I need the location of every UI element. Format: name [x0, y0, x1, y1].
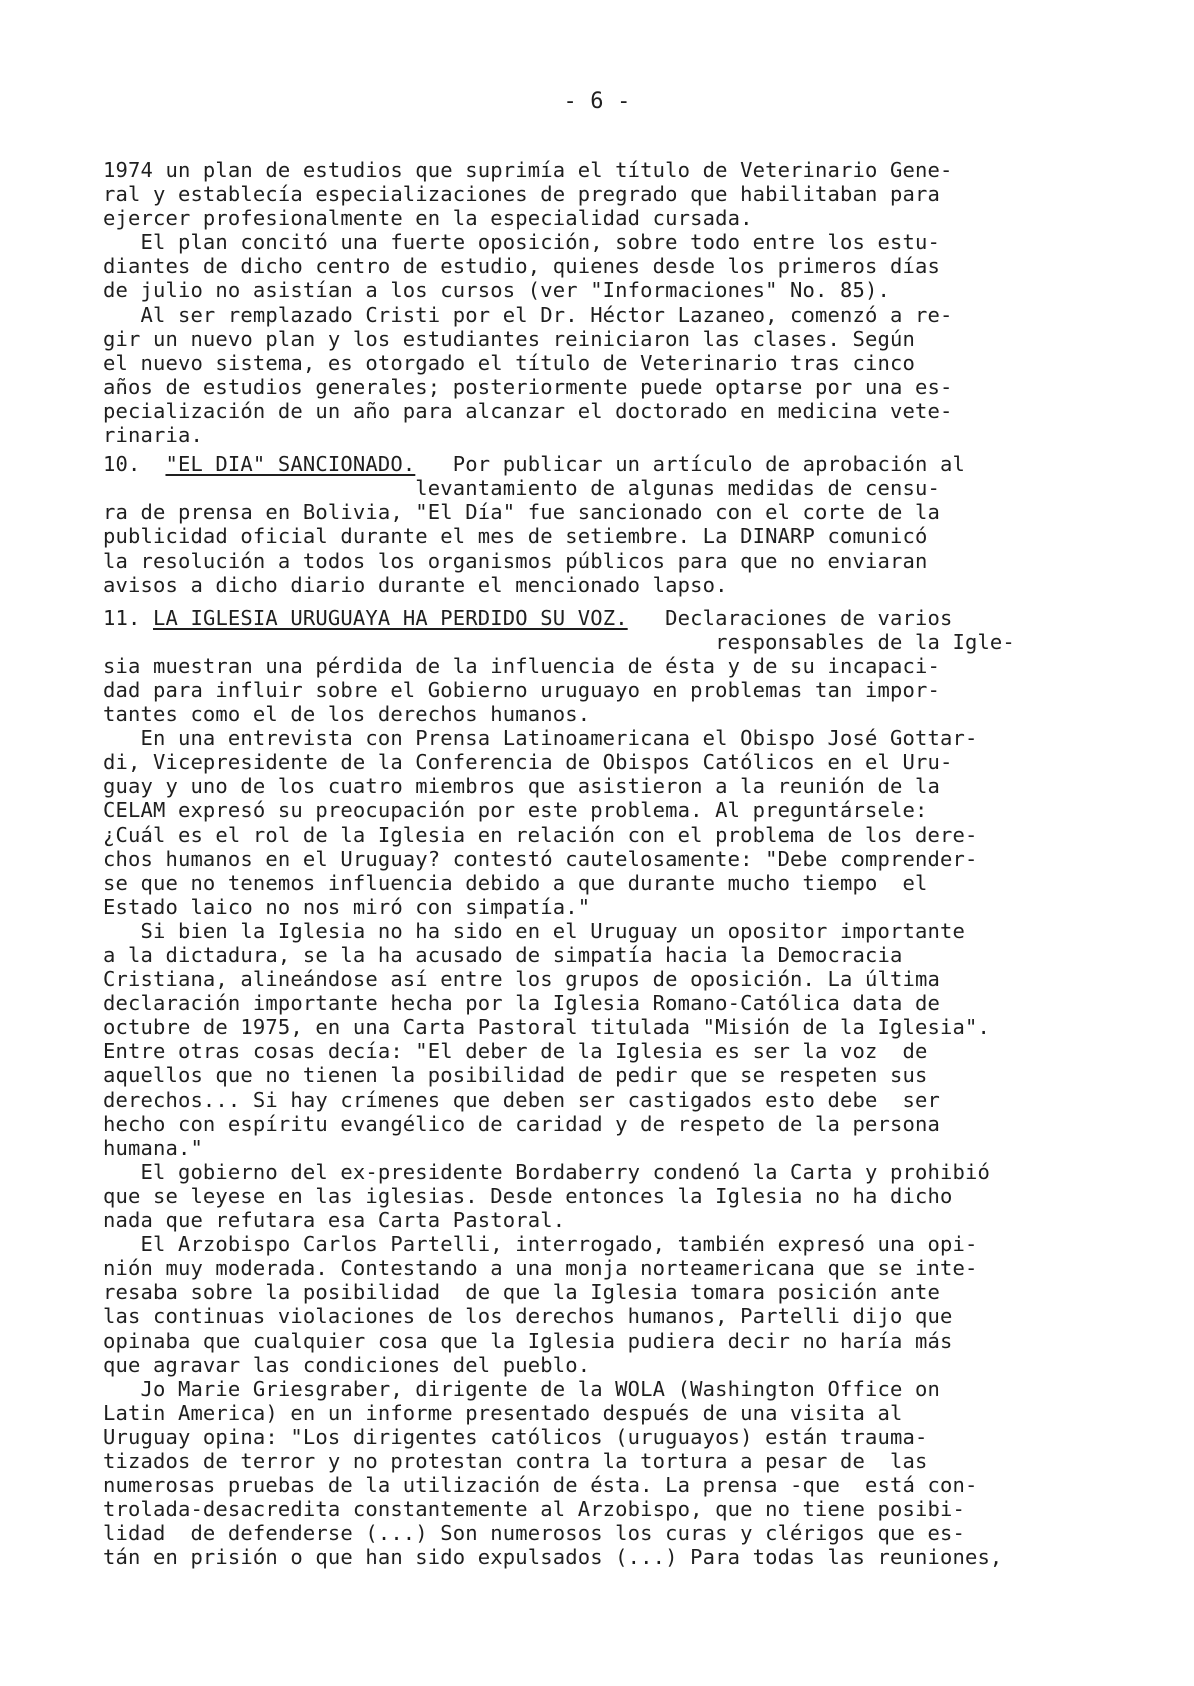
text-line: Cristiana, alineándose así entre los grupos de oposición. La última	[103, 967, 940, 992]
text-line: chos humanos en el Uruguay? contestó cautelosamente: "Debe comprender-	[103, 846, 978, 871]
text-line: Jo Marie Griesgraber, dirigente de la WOLA (Washington Office on	[103, 1376, 940, 1401]
text-line: Al ser remplazado Cristi por el Dr. Héctor Lazaneo, comenzó a re-	[103, 302, 953, 327]
text-line: ejercer profesionalmente en la especialidad cursada.	[103, 206, 753, 231]
text-line: que agravar las condiciones del pueblo.	[103, 1352, 591, 1377]
text-line: 1974 un plan de estudios que suprimía el título de Veterinario Gene-	[103, 158, 953, 182]
section-title: "EL DIA" SANCIONADO.	[165, 452, 416, 477]
page-number: - 6 -	[563, 89, 631, 114]
section-11-body	[103, 630, 1123, 1570]
text-line: di, Vicepresidente de la Conferencia de Obispos Católicos en el Uru-	[103, 750, 953, 775]
text-line: diantes de dicho centro de estudio, quienes desde los primeros días	[103, 254, 940, 279]
text-line: trolada-desacredita constantemente al Arzobispo, que no tiene posibi-	[103, 1497, 965, 1522]
text-line: rinaria.	[103, 423, 203, 448]
text-line: ral y establecía especializaciones de pregrado que habilitaban para	[103, 182, 940, 207]
intro-paragraphs	[103, 158, 1123, 447]
text-line: nada que refutara esa Carta Pastoral.	[103, 1208, 566, 1233]
section-title: LA IGLESIA URUGUAYA HA PERDIDO SU VOZ.	[152, 605, 628, 630]
text-line: ra de prensa en Bolivia, "El Día" fue sancionado con el corte de la	[103, 500, 940, 525]
text-line: lidad de defenderse (...) Son numerosos los curas y clérigos que es-	[103, 1521, 965, 1546]
text-line: sia muestran una pérdida de la influencia de ésta y de su incapaci-	[103, 653, 940, 678]
text-line: pecialización de un año para alcanzar el doctorado en medicina vete-	[103, 398, 953, 423]
text-line: Uruguay opina: "Los dirigentes católicos (uruguayos) están trauma-	[103, 1424, 928, 1449]
section-number: 11.	[103, 605, 141, 630]
text-line: derechos... Si hay crímenes que deben ser castigados esto debe ser	[103, 1087, 940, 1112]
section-first-line: Declaraciones de varios	[665, 605, 953, 630]
text-line: guay y uno de los cuatro miembros que asistieron a la reunión de la	[103, 774, 940, 799]
section-11	[103, 606, 1123, 1570]
text-line: declaración importante hecha por la Iglesia Romano-Católica data de	[103, 991, 940, 1016]
text-line: levantamiento de algunas medidas de censu-	[103, 476, 940, 501]
document-body	[103, 158, 1123, 1569]
text-line: tantes como el de los derechos humanos.	[103, 702, 591, 727]
text-line: avisos a dicho diario durante el mencionado lapso.	[103, 572, 728, 597]
text-line: numerosas pruebas de la utilización de ésta. La prensa -que está con-	[103, 1473, 978, 1498]
text-line: a la dictadura, se la ha acusado de simpatía hacia la Democracia	[103, 943, 903, 967]
text-line: dad para influir sobre el Gobierno uruguayo en problemas tan impor-	[103, 677, 940, 702]
text-line: tizados de terror y no protestan contra la tortura a pesar de las	[103, 1448, 928, 1473]
text-line: de julio no asistían a los cursos (ver "Informaciones" No. 85).	[103, 278, 890, 303]
text-line: las continuas violaciones de los derechos humanos, Partelli dijo que	[103, 1304, 953, 1329]
text-line: gir un nuevo plan y los estudiantes reiniciaron las clases. Según	[103, 326, 915, 351]
text-line: que se leyese en las iglesias. Desde entonces la Iglesia no ha dicho	[103, 1183, 953, 1208]
text-line: opinaba que cualquier cosa que la Iglesia pudiera decir no haría más	[103, 1328, 953, 1353]
section-10-body	[103, 476, 1123, 596]
text-line: Si bien la Iglesia no ha sido en el Uruguay un opositor importante	[103, 918, 965, 943]
text-line: publicidad oficial durante el mes de setiembre. La DINARP comunicó	[103, 524, 928, 549]
text-line: resaba sobre la posibilidad de que la Iglesia tomara posición ante	[103, 1280, 940, 1305]
section-heading	[103, 606, 1123, 630]
text-line: En una entrevista con Prensa Latinoamericana el Obispo José Gottar-	[103, 726, 978, 751]
text-line: Entre otras cosas decía: "El deber de la Iglesia es ser la voz de	[103, 1039, 928, 1064]
text-line: El gobierno del ex-presidente Bordaberry condenó la Carta y prohibió	[103, 1159, 990, 1184]
text-line: humana."	[103, 1135, 203, 1160]
text-line: responsables de la Igle-	[103, 629, 1015, 654]
section-number: 10.	[103, 452, 141, 477]
text-line: El Arzobispo Carlos Partelli, interrogado, también expresó una opi-	[103, 1232, 978, 1257]
text-line: octubre de 1975, en una Carta Pastoral titulada "Misión de la Iglesia".	[103, 1015, 990, 1040]
text-line: el nuevo sistema, es otorgado el título de Veterinario tras cinco	[103, 350, 915, 375]
text-line: El plan concitó una fuerte oposición, sobre todo entre los estu-	[103, 230, 940, 255]
text-line: tán en prisión o que han sido expulsados (...) Para todas las reuniones,	[103, 1545, 1003, 1570]
text-line: aquellos que no tienen la posibilidad de pedir que se respeten sus	[103, 1063, 928, 1088]
text-line: se que no tenemos influencia debido a que durante mucho tiempo el	[103, 870, 928, 895]
section-first-line: Por publicar un artículo de aprobación al	[452, 452, 965, 477]
text-line: años de estudios generales; posteriormente puede optarse por una es-	[103, 374, 953, 399]
text-line: hecho con espíritu evangélico de caridad y de respeto de la persona	[103, 1111, 940, 1136]
text-line: Latin America) en un informe presentado después de una visita al	[103, 1400, 903, 1425]
section-heading	[103, 452, 1123, 476]
text-line: CELAM expresó su preocupación por este problema. Al preguntársele:	[103, 798, 928, 823]
text-line: nión muy moderada. Contestando a una monja norteamericana que se inte-	[103, 1256, 978, 1281]
text-line: la resolución a todos los organismos públicos para que no enviaran	[103, 548, 928, 573]
text-line: ¿Cuál es el rol de la Iglesia en relación con el problema de los dere-	[103, 822, 978, 847]
text-line: Estado laico no nos miró con simpatía."	[103, 894, 591, 919]
section-10	[103, 452, 1123, 597]
